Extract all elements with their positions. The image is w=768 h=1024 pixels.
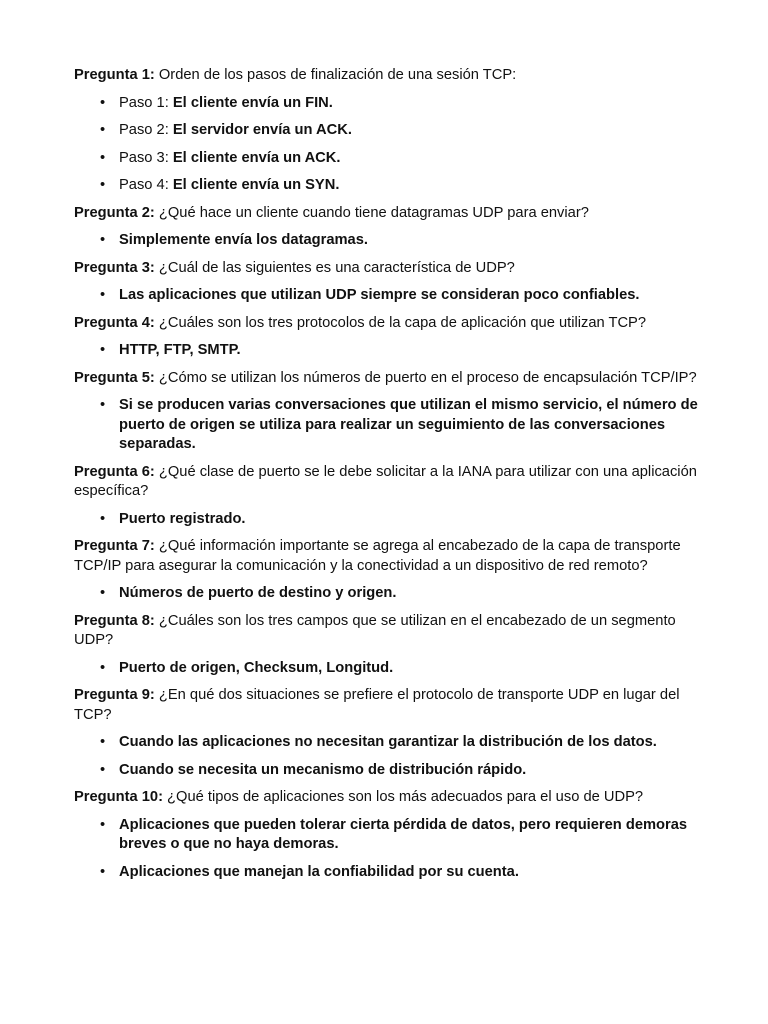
answer-prefix: Paso 3: xyxy=(119,149,173,166)
answer-text: Puerto registrado. xyxy=(119,510,246,527)
answer-item xyxy=(74,584,698,604)
answer-text: Cuando las aplicaciones no necesitan garantizar la distribución de los datos. xyxy=(119,734,657,750)
bullet-icon: • xyxy=(100,863,106,880)
answer-text: El cliente envía un ACK. xyxy=(172,149,341,166)
answer-text: El servidor envía un ACK. xyxy=(172,122,352,138)
question-4 xyxy=(74,314,698,334)
answer-item xyxy=(74,341,698,361)
answer-list xyxy=(74,231,698,251)
question-2 xyxy=(74,204,698,224)
question-text: ¿Qué hace un cliente cuando tiene datagramas UDP para enviar? xyxy=(154,204,589,221)
question-label: Pregunta 1: xyxy=(74,67,155,83)
bullet-icon: • xyxy=(100,287,106,303)
question-text: ¿Cuál de las siguientes es una característica de UDP? xyxy=(154,259,515,276)
answer-item xyxy=(74,761,698,781)
bullet-icon: • xyxy=(100,585,106,601)
question-1 xyxy=(74,66,698,86)
question-label: Pregunta 3: xyxy=(74,259,155,276)
question-label: Pregunta 4: xyxy=(74,314,155,331)
answer-list xyxy=(74,816,698,883)
answer-text: Las aplicaciones que utilizan UDP siempre se consideran poco confiables. xyxy=(119,287,640,303)
bullet-icon: • xyxy=(100,94,106,111)
question-text: ¿Qué clase de puerto se le debe solicitar a la IANA para utilizar con una aplicación específica? xyxy=(74,463,697,499)
answer-text: Simplemente envía los datagramas. xyxy=(119,232,368,248)
bullet-icon: • xyxy=(100,659,106,676)
answer-item xyxy=(74,396,698,455)
bullet-icon: • xyxy=(100,122,106,138)
answer-text: Cuando se necesita un mecanismo de distribución rápido. xyxy=(119,761,527,778)
bullet-icon: • xyxy=(100,232,106,248)
answer-list xyxy=(74,510,698,530)
answer-text: Aplicaciones que manejan la confiabilidad por su cuenta. xyxy=(119,863,519,880)
answer-prefix: Paso 2: xyxy=(119,122,173,138)
answer-item xyxy=(74,121,698,141)
bullet-icon: • xyxy=(100,510,106,527)
question-label: Pregunta 2: xyxy=(74,204,155,221)
answer-text: Si se producen varias conversaciones que utilizan el mismo servicio, el número de puerto de origen se utiliza para realizar un seguimiento de las conversaciones separadas. xyxy=(119,397,698,452)
answer-item xyxy=(74,231,698,251)
question-label: Pregunta 10: xyxy=(74,789,163,805)
question-5 xyxy=(74,369,698,389)
question-text: ¿Qué tipos de aplicaciones son los más adecuados para el uso de UDP? xyxy=(162,789,644,805)
answer-text: Puerto de origen, Checksum, Longitud. xyxy=(119,659,394,676)
answer-item xyxy=(74,733,698,753)
answer-item xyxy=(74,176,698,196)
answer-item xyxy=(74,286,698,306)
bullet-icon: • xyxy=(100,149,106,166)
bullet-icon: • xyxy=(100,761,106,778)
answer-item xyxy=(74,816,698,855)
question-8 xyxy=(74,612,698,651)
bullet-icon: • xyxy=(100,816,106,833)
bullet-icon: • xyxy=(100,342,106,358)
question-text: ¿Qué información importante se agrega al encabezado de la capa de transporte TCP/IP para asegurar la comunicación y la conectividad a un dispositivo de red remoto? xyxy=(74,538,681,574)
answer-prefix: Paso 1: xyxy=(119,94,173,111)
answer-list xyxy=(74,659,698,679)
question-10 xyxy=(74,788,698,808)
question-9 xyxy=(74,686,698,725)
question-label: Pregunta 7: xyxy=(74,538,155,554)
answer-list xyxy=(74,396,698,455)
question-7 xyxy=(74,537,698,576)
answer-list xyxy=(74,584,698,604)
question-6 xyxy=(74,463,698,502)
question-label: Pregunta 5: xyxy=(74,369,155,386)
answer-text: Aplicaciones que pueden tolerar cierta pérdida de datos, pero requieren demoras breves o que no haya demoras. xyxy=(119,816,688,852)
question-label: Pregunta 6: xyxy=(74,463,155,480)
answer-prefix: Paso 4: xyxy=(119,177,173,193)
question-label: Pregunta 8: xyxy=(74,612,155,629)
question-list xyxy=(74,66,698,882)
bullet-icon: • xyxy=(100,177,106,193)
answer-text: El cliente envía un SYN. xyxy=(172,177,340,193)
question-text: ¿Cuáles son los tres protocolos de la capa de aplicación que utilizan TCP? xyxy=(154,314,647,331)
answer-item xyxy=(74,863,698,883)
answer-item xyxy=(74,94,698,114)
answer-item xyxy=(74,149,698,169)
bullet-icon: • xyxy=(100,397,106,413)
answer-item xyxy=(74,510,698,530)
answer-text: Números de puerto de destino y origen. xyxy=(119,585,397,601)
answer-text: El cliente envía un FIN. xyxy=(172,94,333,111)
question-3 xyxy=(74,259,698,279)
question-text: ¿Cómo se utilizan los números de puerto en el proceso de encapsulación TCP/IP? xyxy=(154,369,697,386)
question-label: Pregunta 9: xyxy=(74,687,155,703)
answer-text: HTTP, FTP, SMTP. xyxy=(119,342,241,358)
question-text: Orden de los pasos de finalización de una sesión TCP: xyxy=(154,67,517,83)
question-text: ¿En qué dos situaciones se prefiere el protocolo de transporte UDP en lugar del TCP? xyxy=(74,687,680,723)
answer-item xyxy=(74,659,698,679)
answer-list xyxy=(74,733,698,780)
bullet-icon: • xyxy=(100,734,106,750)
answer-list xyxy=(74,94,698,196)
answer-list xyxy=(74,341,698,361)
question-text: ¿Cuáles son los tres campos que se utilizan en el encabezado de un segmento UDP? xyxy=(74,612,676,648)
answer-list xyxy=(74,286,698,306)
